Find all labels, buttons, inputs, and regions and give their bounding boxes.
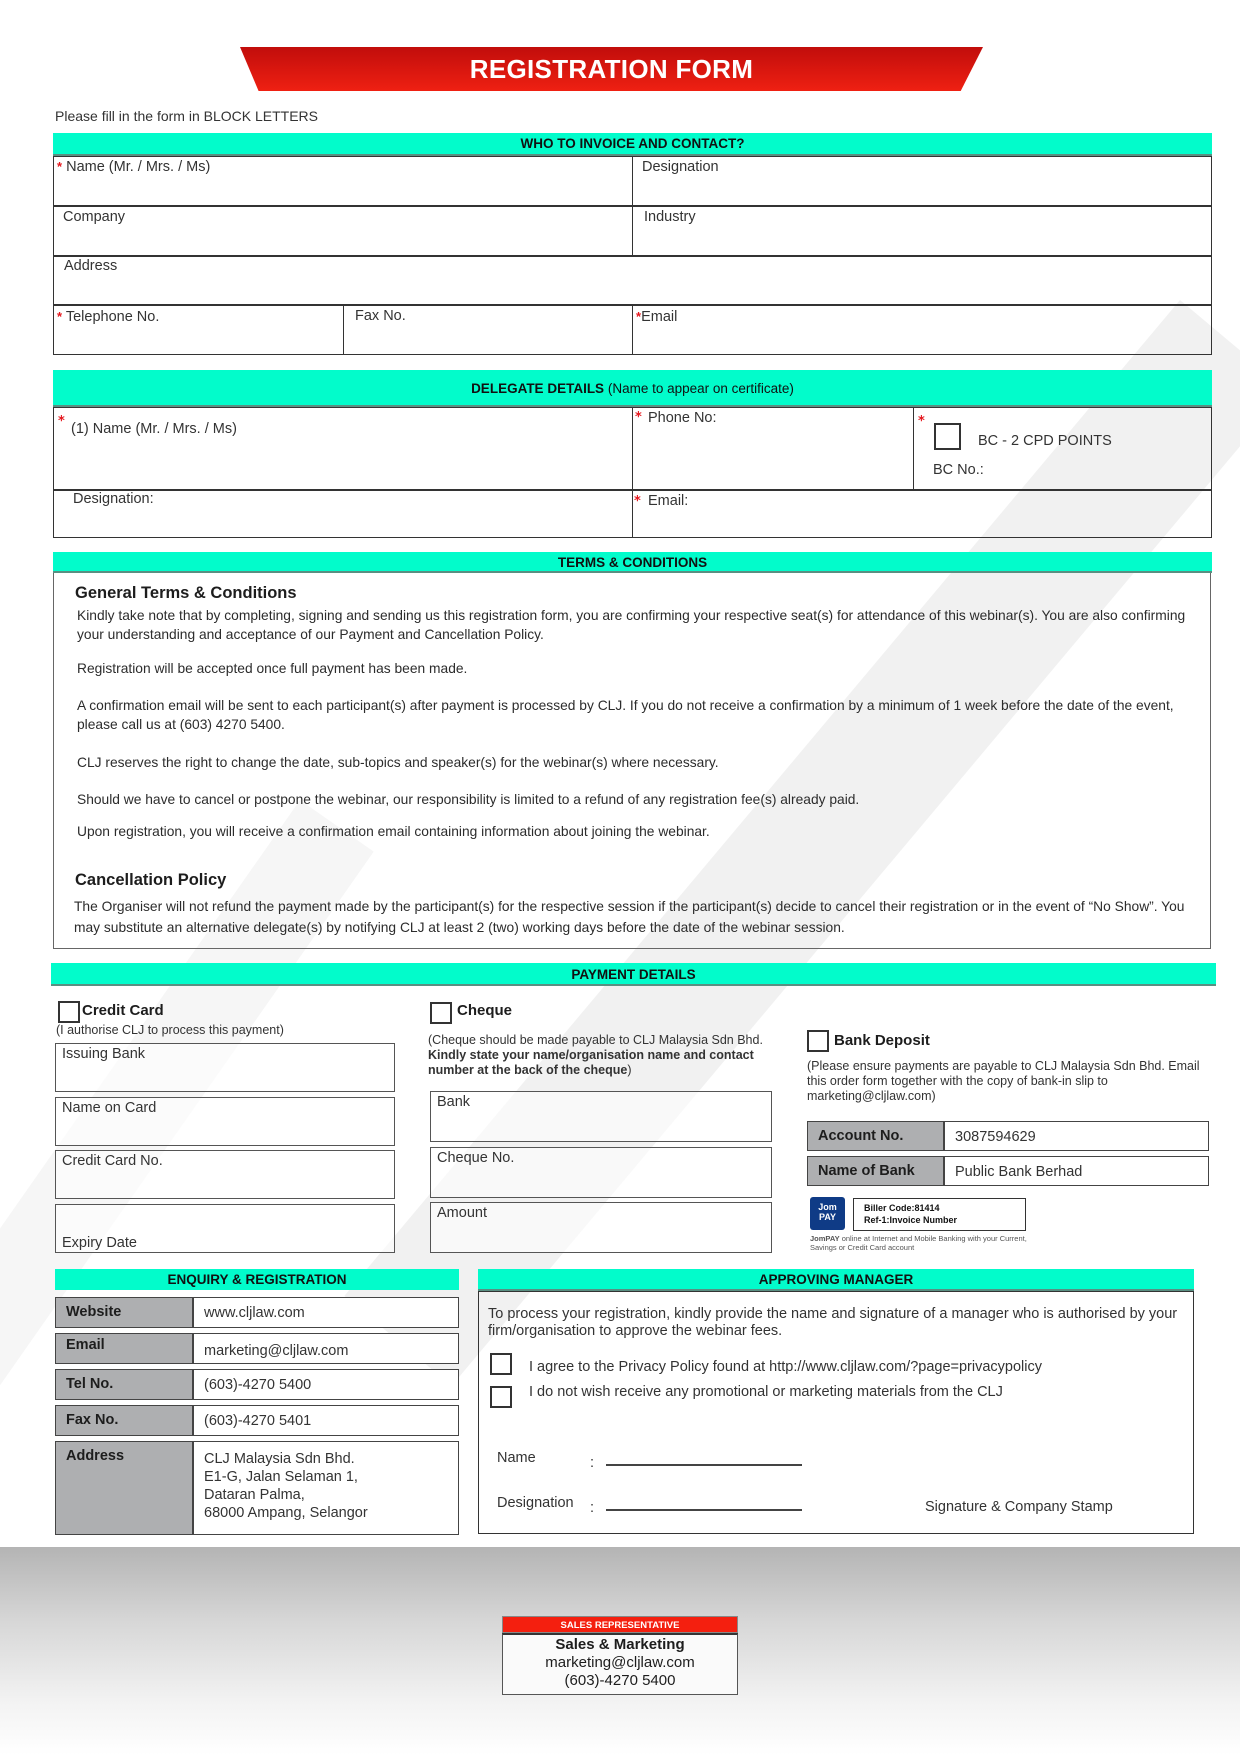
company-label: Company: [63, 209, 126, 225]
delegate-email-field[interactable]: [632, 490, 1212, 538]
approving-section-title: APPROVING MANAGER: [758, 1272, 914, 1287]
bc-cpd-label: BC - 2 CPD POINTS: [978, 433, 1112, 449]
jompay-note: [810, 1234, 1050, 1252]
enquiry-row-tel: [55, 1369, 459, 1400]
cheque-checkbox[interactable]: [430, 1002, 452, 1024]
company-field[interactable]: [53, 206, 633, 256]
delegate-designation-label: Designation:: [73, 491, 154, 507]
no-marketing-label: I do not wish receive any promotional or marketing materials from the CLJ: [529, 1384, 1003, 1400]
sales-rep-phone: (603)-4270 5400: [564, 1672, 676, 1689]
bc-cpd-checkbox[interactable]: [934, 423, 961, 450]
biller-ref: Ref-1:Invoice Number: [864, 1215, 958, 1225]
address-value: [194, 1442, 378, 1534]
required-marker: *: [57, 159, 63, 174]
jompay-logo: [810, 1197, 845, 1230]
bank-name-label: Name of Bank: [808, 1157, 945, 1185]
general-terms-heading: General Terms & Conditions: [75, 584, 297, 602]
colon: :: [590, 1500, 595, 1516]
designation-label: Designation: [642, 159, 719, 175]
cheque-no-field[interactable]: [430, 1147, 772, 1198]
telephone-label-text: Telephone No.: [65, 309, 160, 325]
address-line: Dataran Palma,: [204, 1487, 305, 1503]
sales-rep-box: [502, 1633, 738, 1695]
cheque-amount-label: Amount: [437, 1205, 487, 1221]
enquiry-label: Fax No.: [56, 1406, 194, 1435]
instruction-text: Please fill in the form in BLOCK LETTERS: [55, 108, 318, 124]
manager-designation-line[interactable]: [606, 1509, 802, 1511]
delegate-email-label: Email:: [648, 493, 689, 509]
credit-card-note: (I authorise CLJ to process this payment): [56, 1023, 284, 1037]
delegate-phone-label: Phone No:: [648, 410, 717, 426]
cheque-note: [428, 1033, 798, 1078]
cheque-note-normal: (Cheque should be made payable to CLJ Malaysia Sdn Bhd.: [428, 1033, 763, 1047]
required-marker: *: [57, 309, 63, 324]
enquiry-label: Tel No.: [56, 1370, 194, 1399]
page-title: REGISTRATION FORM: [469, 54, 754, 84]
biller-code: Biller Code:81414: [864, 1203, 940, 1213]
jompay-note-text: online at Internet and Mobile Banking with your Current, Savings or Credit Card account: [810, 1234, 1027, 1252]
credit-card-no-label: Credit Card No.: [62, 1153, 163, 1169]
bc-no-label: BC No.:: [933, 462, 984, 478]
delegate-section-header: [53, 370, 1212, 407]
enquiry-row-address: [55, 1441, 459, 1535]
industry-label: Industry: [644, 209, 696, 225]
email-link[interactable]: marketing@cljlaw.com: [204, 1343, 349, 1359]
name-on-card-field[interactable]: [55, 1097, 395, 1146]
terms-paragraph: Kindly take note that by completing, signing and sending us this registration form, you are confirming your respective seat(s) for attendance of this webinar(s). You are also confirming your understanding and acceptance of our Payment and Cancellation Policy.: [77, 608, 1186, 642]
address-field[interactable]: [53, 256, 1212, 305]
sales-rep-name: Sales & Marketing: [555, 1636, 685, 1653]
name-on-card-label: Name on Card: [62, 1100, 157, 1116]
email-field[interactable]: [632, 305, 1212, 355]
address-label: Address: [64, 258, 118, 274]
enquiry-value: (603)-4270 5400: [204, 1377, 312, 1393]
required-marker: *: [635, 410, 642, 425]
account-no-value: 3087594629: [955, 1129, 1036, 1145]
name-label: [57, 159, 210, 175]
name-label-text: Name (Mr. / Mrs. / Ms): [66, 159, 211, 175]
bank-name-row: [807, 1156, 1209, 1186]
address-line: E1-G, Jalan Selaman 1,: [204, 1469, 358, 1485]
website-link[interactable]: www.cljlaw.com: [204, 1305, 305, 1321]
issuing-bank-field[interactable]: [55, 1043, 395, 1092]
cancellation-heading: Cancellation Policy: [75, 871, 227, 889]
credit-card-no-field[interactable]: [55, 1150, 395, 1199]
jompay-biller-box: [853, 1198, 1026, 1231]
terms-paragraph: Registration will be accepted once full payment has been made.: [77, 661, 468, 676]
sales-rep-email[interactable]: marketing@cljlaw.com: [545, 1654, 695, 1671]
terms-paragraph: Should we have to cancel or postpone the webinar, our responsibility is limited to a refund of any registration fee(s) already paid.: [77, 792, 860, 807]
delegate-section-note: (Name to appear on certificate): [607, 381, 794, 396]
email-label-text: Email: [641, 309, 678, 325]
colon: :: [590, 1455, 595, 1471]
account-no-label: Account No.: [808, 1122, 945, 1150]
credit-card-label: Credit Card: [82, 1002, 164, 1019]
invoice-section-header: [53, 133, 1212, 156]
payment-section-header: [51, 963, 1216, 986]
fax-label: Fax No.: [355, 308, 406, 324]
enquiry-value: (603)-4270 5401: [204, 1413, 312, 1429]
credit-card-checkbox[interactable]: [58, 1001, 80, 1023]
approving-section-header: [478, 1269, 1194, 1291]
cheque-no-label: Cheque No.: [437, 1150, 515, 1166]
bank-deposit-checkbox[interactable]: [807, 1030, 829, 1052]
cancellation-text: The Organiser will not refund the payment made by the participant(s) for the respective session if the participant(s) decide to cancel their registration or in the event of “No Show”. You may substitute an alternative delegate(s) by notifying CLJ at least 2 (two) working days before the date of the webinar session.: [74, 899, 1185, 935]
terms-paragraph: Upon registration, you will receive a confirmation email containing information about joining the webinar.: [77, 824, 710, 839]
required-marker: *: [58, 414, 65, 429]
address-line: CLJ Malaysia Sdn Bhd.: [204, 1451, 355, 1467]
issuing-bank-label: Issuing Bank: [62, 1046, 146, 1062]
delegate-section-title: DELEGATE DETAILS: [471, 381, 605, 396]
terms-section-header: [53, 552, 1212, 573]
telephone-label: [57, 309, 159, 325]
address-line: 68000 Ampang, Selangor: [204, 1505, 368, 1521]
bank-name-value: Public Bank Berhad: [955, 1164, 1083, 1180]
jompay-logo-top: Jom: [818, 1202, 837, 1212]
terms-paragraph: A confirmation email will be sent to each participant(s) after payment is processed by CLJ. If you do not receive a confirmation by a minimum of 1 week before the date of the event, please call us at (603) 4270 5400.: [77, 698, 1174, 732]
enquiry-label: Address: [56, 1442, 194, 1534]
account-no-row: [807, 1121, 1209, 1151]
enquiry-label: Email: [56, 1334, 194, 1363]
terms-section-title: TERMS & CONDITIONS: [557, 555, 708, 570]
manager-name-line[interactable]: [606, 1464, 802, 1466]
industry-field[interactable]: [632, 206, 1212, 256]
cheque-label: Cheque: [457, 1002, 513, 1019]
required-marker: *: [634, 494, 641, 509]
invoice-section-title: WHO TO INVOICE AND CONTACT?: [520, 136, 745, 151]
privacy-policy-label: I agree to the Privacy Policy found at http://www.cljlaw.com/?page=privacypolicy: [529, 1359, 1042, 1375]
enquiry-row-email: [55, 1333, 459, 1364]
cheque-note-bold: Kindly state your name/organisation name and contact number at the back of the cheque: [428, 1048, 754, 1077]
no-marketing-checkbox[interactable]: [490, 1386, 512, 1408]
expiry-date-field[interactable]: [55, 1204, 395, 1253]
enquiry-row-website: [55, 1297, 459, 1328]
manager-designation-label: Designation: [497, 1495, 574, 1511]
delegate-name-field[interactable]: [53, 407, 633, 490]
email-label: [636, 309, 677, 325]
privacy-policy-checkbox[interactable]: [490, 1353, 512, 1375]
cheque-note-end: ): [627, 1063, 632, 1077]
terms-paragraph: CLJ reserves the right to change the date, sub-topics and speaker(s) for the webinar(s) where necessary.: [77, 755, 719, 770]
enquiry-section-title: ENQUIRY & REGISTRATION: [167, 1272, 347, 1287]
required-marker: *: [636, 309, 642, 324]
payment-section-title: PAYMENT DETAILS: [571, 967, 696, 982]
expiry-date-label: Expiry Date: [62, 1235, 137, 1251]
jompay-note-bold: JomPAY: [810, 1234, 840, 1243]
signature-stamp-label: Signature & Company Stamp: [925, 1499, 1113, 1515]
jompay-logo-bottom: PAY: [818, 1212, 836, 1222]
bank-deposit-label: Bank Deposit: [834, 1032, 930, 1049]
required-marker: *: [918, 414, 925, 429]
enquiry-section-header: [55, 1269, 459, 1290]
enquiry-row-fax: [55, 1405, 459, 1436]
cheque-bank-label: Bank: [437, 1094, 471, 1110]
delegate-name-label: (1) Name (Mr. / Mrs. / Ms): [71, 421, 237, 437]
sales-rep-heading: SALES REPRESENTATIVE: [502, 1616, 738, 1633]
designation-field[interactable]: [632, 156, 1212, 206]
bank-deposit-note: (Please ensure payments are payable to CLJ Malaysia Sdn Bhd. Email this order form together with the copy of bank-in slip to marketing@cljlaw.com): [807, 1059, 1200, 1103]
manager-name-label: Name: [497, 1450, 536, 1466]
enquiry-label: Website: [56, 1298, 194, 1327]
cheque-bank-field[interactable]: [430, 1091, 772, 1142]
approving-intro: To process your registration, kindly provide the name and signature of a manager who is authorised by your firm/organisation to approve the webinar fees.: [488, 1306, 1178, 1339]
cheque-amount-field[interactable]: [430, 1202, 772, 1253]
